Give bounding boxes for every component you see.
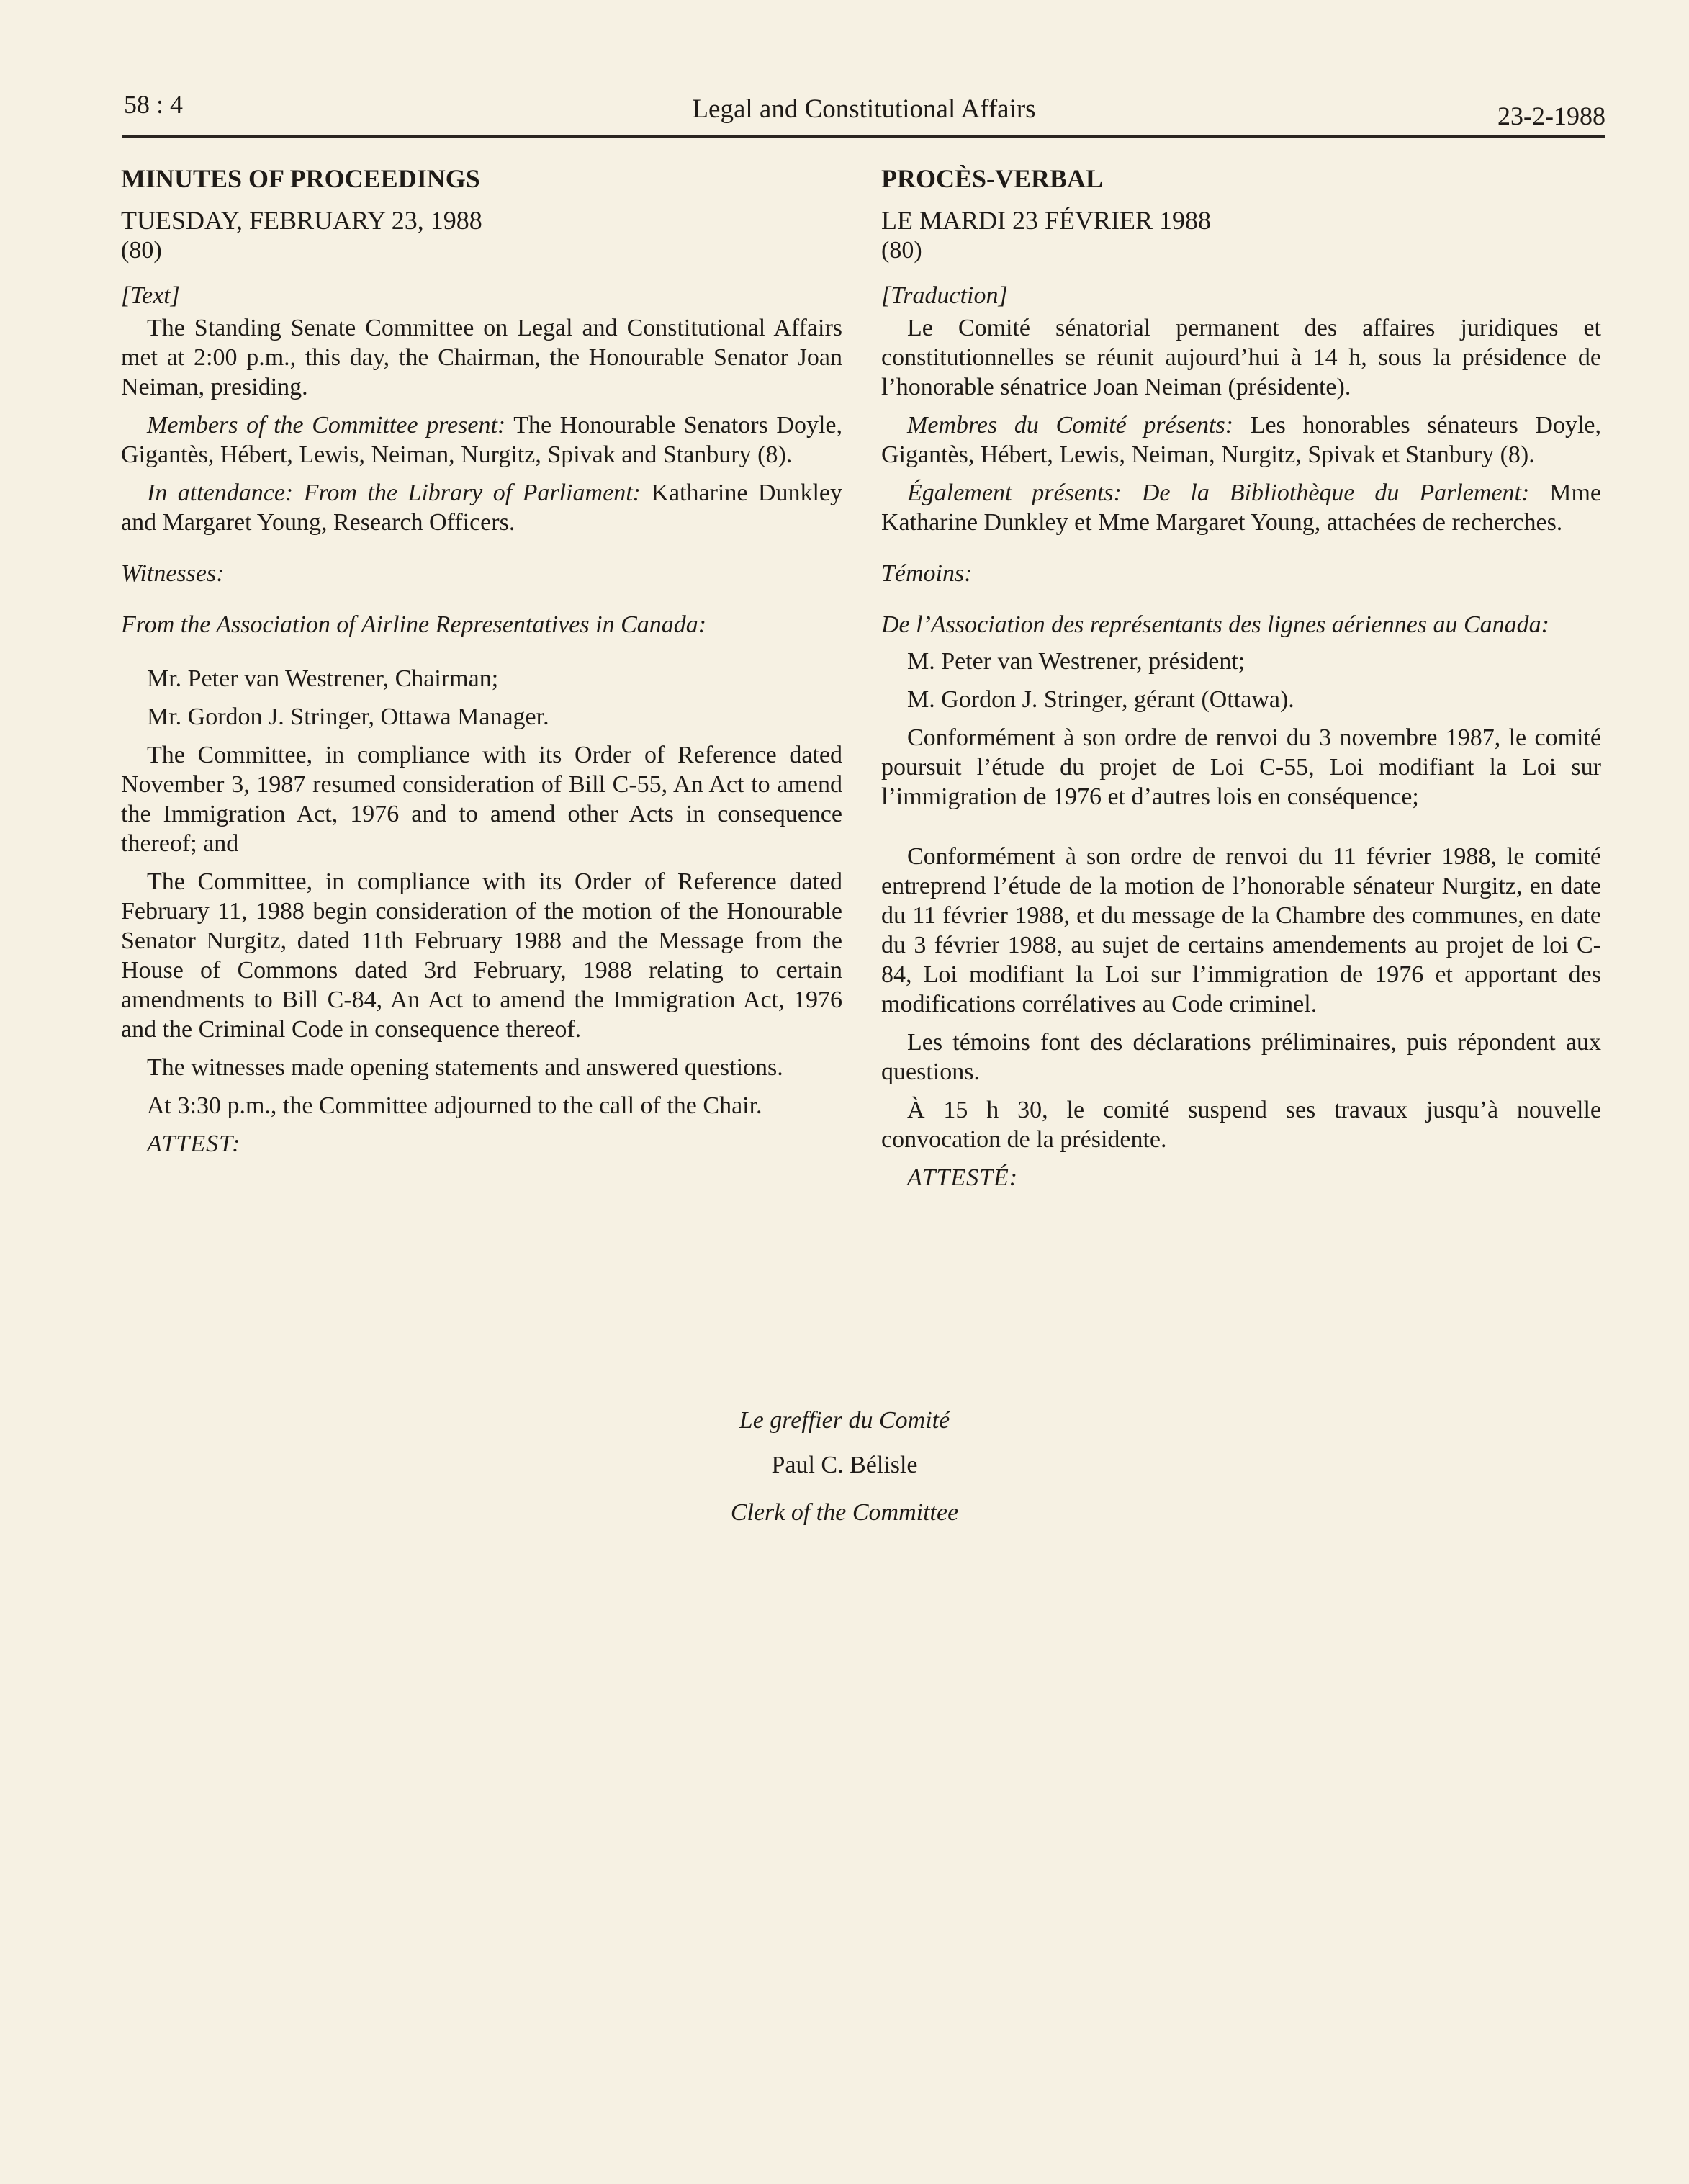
- association-name: From the Association of Airline Representatives in Canada:: [121, 611, 707, 638]
- translation-tag: [Traduction]: [881, 282, 1008, 309]
- witness-item: Mr. Peter van Westrener, Chairman;: [147, 665, 499, 692]
- association-name: De l’Association des représentants des lignes aériennes au Canada:: [881, 611, 1549, 638]
- text-tag: [Text]: [121, 282, 180, 309]
- clerk-title-en: [0, 1498, 1689, 1528]
- order-reference-paragraph: Conformément à son ordre de renvoi du 3 novembre 1987, le comité poursuit l’étude du projet de Loi C-55, Loi modifiant la Loi sur l’immigration de 1976 et d’autres lois en conséquence;: [881, 724, 1601, 810]
- french-column: [881, 160, 1601, 1192]
- header-date: 23-2-1988: [1497, 102, 1605, 130]
- adjournment-paragraph: At 3:30 p.m., the Committee adjourned to the call of the Chair.: [147, 1092, 762, 1119]
- statements-paragraph: Les témoins font des déclarations préliminaires, puis répondent aux questions.: [881, 1029, 1601, 1085]
- minutes-heading: PROCÈS-VERBAL: [881, 164, 1104, 193]
- order-reference-paragraph: The Committee, in compliance with its Order of Reference dated November 3, 1987 resumed consideration of Bill C-55, An Act to amend the Immigration Act, 1976 and to amend other Acts in consequence thereof; and: [121, 742, 842, 857]
- attendance-paragraph: [121, 478, 842, 537]
- attest-label: ATTEST:: [147, 1131, 241, 1157]
- clerk-title-fr: [0, 1406, 1689, 1436]
- attendance-text: Katharine Dunkley and Margaret Young, Research Officers.: [121, 480, 842, 536]
- members-label: Membres du Comité présents:: [907, 412, 1234, 439]
- members-text: Les honorables sénateurs Doyle, Gigantès, Hébert, Lewis, Neiman, Nurgitz, Spivak et Stanbury (8).: [881, 412, 1601, 468]
- meeting-date: LE MARDI 23 FÉVRIER 1988: [881, 206, 1211, 235]
- clerk-name-text: Paul C. Bélisle: [771, 1452, 918, 1478]
- attendance-label: Également présents: De la Bibliothèque du Parlement:: [907, 480, 1530, 506]
- issue-number: (80): [881, 237, 922, 264]
- spacer: [881, 820, 1601, 842]
- running-title: Legal and Constitutional Affairs: [692, 94, 1036, 124]
- members-text: The Honourable Senators Doyle, Gigantès, Hébert, Lewis, Neiman, Nurgitz, Spivak and Stanbury (8).: [121, 412, 842, 468]
- minutes-heading: MINUTES OF PROCEEDINGS: [121, 164, 480, 193]
- order-reference-paragraph: Conformément à son ordre de renvoi du 11 février 1988, le comité entreprend l’étude de la motion de l’honorable sénateur Nurgitz, en date du 11 février 1988, et du message de la Chambre des communes, en date du 3 février 1988, au sujet de certains amendements au projet de loi C-84, Loi modifiant la Loi sur l’immigration de 1976 et apportant des modifications corrélatives au Code criminel.: [881, 843, 1601, 1017]
- attest-label: ATTESTÉ:: [907, 1164, 1019, 1191]
- clerk-title-fr-text: Le greffier du Comité: [739, 1407, 950, 1434]
- opening-paragraph: Le Comité sénatorial permanent des affaires juridiques et constitutionnelles se réunit aujourd’hui à 14 h, sous la présidence de l’honorable sénatrice Joan Neiman (présidente).: [881, 315, 1601, 400]
- page-header: [122, 86, 1605, 138]
- attendance-text: Mme Katharine Dunkley et Mme Margaret Young, attachées de recherches.: [881, 480, 1601, 536]
- order-reference-paragraph: The Committee, in compliance with its Order of Reference dated February 11, 1988 begin consideration of the motion of the Honourable Senator Nurgitz, dated 11th February 1988 and the Message from the House of Commons dated 3rd February, 1988 relating to certain amendments to Bill C-84, An Act to amend the Immigration Act, 1976 and the Criminal Code in consequence thereof.: [121, 868, 842, 1043]
- members-paragraph: [121, 410, 842, 469]
- witnesses-label: Witnesses:: [121, 560, 225, 587]
- opening-paragraph: The Standing Senate Committee on Legal and Constitutional Affairs met at 2:00 p.m., this day, the Chairman, the Honourable Senator Joan Neiman, presiding.: [121, 315, 842, 400]
- members-label: Members of the Committee present:: [147, 412, 506, 439]
- adjournment-paragraph: À 15 h 30, le comité suspend ses travaux jusqu’à nouvelle convocation de la présidente.: [881, 1097, 1601, 1153]
- witness-item: Mr. Gordon J. Stringer, Ottawa Manager.: [147, 704, 549, 730]
- attendance-label: In attendance: From the Library of Parliament:: [147, 480, 641, 506]
- attendance-paragraph: [881, 478, 1601, 537]
- issue-number: (80): [121, 237, 162, 264]
- clerk-name: [0, 1450, 1689, 1480]
- members-paragraph: [881, 410, 1601, 469]
- statements-paragraph: The witnesses made opening statements and answered questions.: [147, 1054, 783, 1081]
- english-column: [121, 160, 842, 1159]
- page-number: 58 : 4: [124, 90, 184, 119]
- witness-item: M. Peter van Westrener, président;: [907, 648, 1246, 675]
- witness-item: M. Gordon J. Stringer, gérant (Ottawa).: [907, 686, 1294, 713]
- witnesses-label: Témoins:: [881, 560, 973, 587]
- clerk-title-en-text: Clerk of the Committee: [730, 1499, 959, 1526]
- meeting-date: TUESDAY, FEBRUARY 23, 1988: [121, 206, 482, 235]
